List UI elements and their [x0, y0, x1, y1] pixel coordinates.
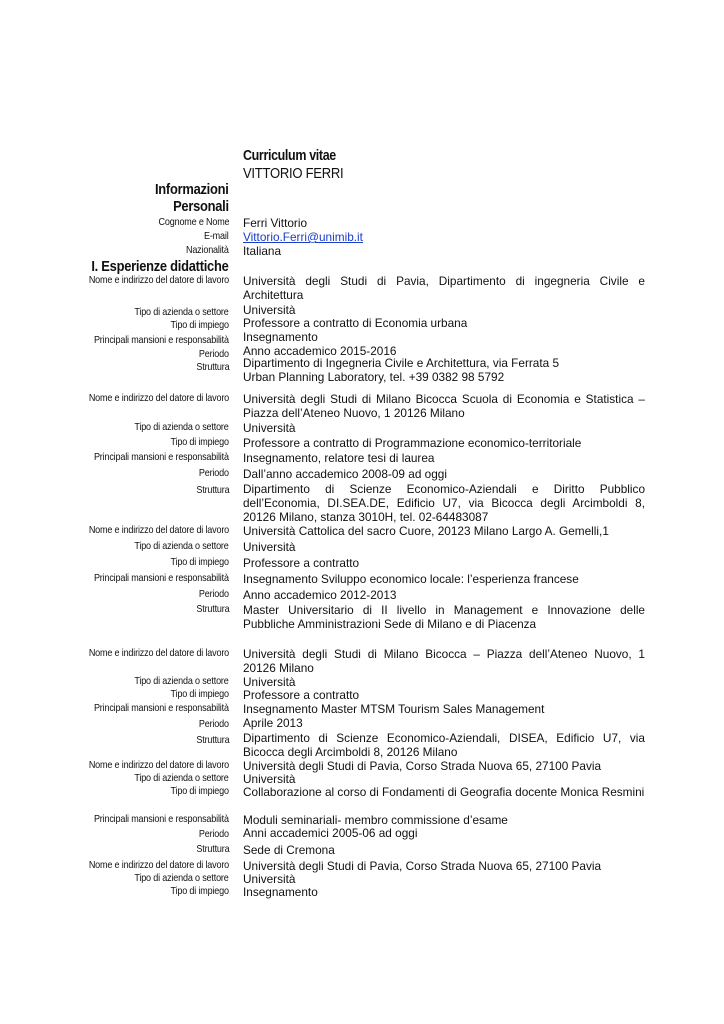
field-value: Università degli Studi di Milano Bicocca Scuola di Economia e Statistica – Piazza dell’Ateneo Nuovo, 1 20126 Milano	[243, 392, 645, 420]
field-label: Tipo di impiego	[170, 556, 229, 568]
cv-header	[243, 148, 663, 182]
field-value: Sede di Cremona	[243, 843, 335, 857]
field-value: Insegnamento Sviluppo economico locale: l’esperienza francese	[243, 572, 579, 586]
field-value: Professore a contratto di Economia urbana	[243, 316, 468, 330]
field-value: Università degli Studi di Pavia, Corso Strada Nuova 65, 27100 Pavia	[243, 859, 602, 873]
field-label: Struttura	[195, 734, 229, 746]
field-value: Dipartimento di Scienze Economico-Aziendali, DISEA, Edificio U7, via Bicocca degli Arcimboldi 8, 20126 Milano	[243, 731, 645, 759]
field-label: E-mail	[204, 230, 229, 242]
field-value: Università	[243, 421, 296, 435]
field-label: Tipo di azienda o settore	[134, 675, 229, 687]
field-value: Università degli Studi di Pavia, Dipartimento di ingegneria Civile e Architettura	[243, 274, 645, 302]
field-value: Insegnamento	[243, 885, 318, 899]
field-label: Periodo	[199, 467, 229, 479]
field-label: Tipo di azienda o settore	[134, 421, 229, 433]
field-label: Nome e indirizzo del datore di lavoro	[88, 274, 229, 286]
field-label: Struttura	[195, 361, 229, 373]
field-value: Dall’anno accademico 2008-09 ad oggi	[243, 467, 447, 481]
field-label: Periodo	[199, 718, 229, 730]
field-value: Anni accademici 2005-06 ad oggi	[243, 826, 418, 840]
field-value: Master Universitario di II livello in Management e Innovazione delle Pubbliche Amministrazioni Sede di Milano e di Piacenza	[243, 603, 645, 631]
email-link[interactable]: Vittorio.Ferri@unimib.it	[243, 230, 363, 244]
field-value: Università	[243, 772, 296, 786]
field-label: Principali mansioni e responsabilità	[94, 813, 229, 825]
field-label: Tipo di azienda o settore	[134, 872, 229, 884]
field-label: Principali mansioni e responsabilità	[94, 451, 229, 463]
field-value: Ferri Vittorio	[243, 216, 308, 230]
section-title-teaching: I. Esperienze didattiche	[91, 258, 229, 275]
field-label: Tipo di azienda o settore	[134, 540, 229, 552]
field-value: Moduli seminariali- membro commissione d’esame	[243, 813, 508, 827]
field-label: Nome e indirizzo del datore di lavoro	[88, 392, 229, 404]
field-label: Principali mansioni e responsabilità	[94, 334, 229, 346]
field-label: Struttura	[195, 603, 229, 615]
field-label: Principali mansioni e responsabilità	[94, 702, 229, 714]
field-value: Italiana	[243, 244, 282, 258]
field-value: Dipartimento di Scienze Economico-Aziendali e Diritto Pubblico dell’Economia, DI.SEA.DE, Edificio U7, via Bicocca degli Arcimboldi 8, 20126 Milano, stanza 3010H, tel. 02-64483087	[243, 482, 645, 524]
field-label: Struttura	[195, 484, 229, 496]
field-label: Tipo di impiego	[170, 785, 229, 797]
field-value: Collaborazione al corso di Fondamenti di Geografia docente Monica Resmini	[243, 785, 645, 799]
field-label: Principali mansioni e responsabilità	[94, 572, 229, 584]
field-label: Struttura	[195, 843, 229, 855]
field-label: Tipo di azienda o settore	[134, 306, 229, 318]
section-title-personal-2: Personali	[173, 198, 229, 215]
field-value: Urban Planning Laboratory, tel. +39 0382 98 5792	[243, 370, 505, 384]
field-value: Insegnamento	[243, 330, 318, 344]
person-name: VITTORIO FERRI	[243, 166, 344, 182]
field-value: Università	[243, 872, 296, 886]
field-value: Insegnamento Master MTSM Tourism Sales Management	[243, 702, 545, 716]
field-label: Tipo di impiego	[170, 885, 229, 897]
field-value: Università degli Studi di Pavia, Corso Strada Nuova 65, 27100 Pavia	[243, 759, 602, 773]
field-label: Cognome e Nome	[158, 216, 229, 228]
field-label: Tipo di azienda o settore	[134, 772, 229, 784]
field-label: Nome e indirizzo del datore di lavoro	[88, 759, 229, 771]
field-label: Periodo	[199, 588, 229, 600]
field-value: Università degli Studi di Milano Bicocca – Piazza dell’Ateneo Nuovo, 1 20126 Milano	[243, 647, 645, 675]
field-value: Professore a contratto	[243, 556, 360, 570]
field-value: Aprile 2013	[243, 716, 303, 730]
field-label: Periodo	[199, 348, 229, 360]
field-value: Università	[243, 303, 296, 317]
field-value: Università	[243, 675, 296, 689]
document-title: Curriculum vitae	[243, 148, 336, 164]
field-value: Professore a contratto	[243, 688, 360, 702]
field-value: Anno accademico 2012-2013	[243, 588, 397, 602]
field-value: Università Cattolica del sacro Cuore, 20123 Milano Largo A. Gemelli,1	[243, 524, 609, 538]
field-value: Dipartimento di Ingegneria Civile e Architettura, via Ferrata 5	[243, 356, 560, 370]
section-title-personal-1: Informazioni	[155, 181, 229, 198]
field-label: Nome e indirizzo del datore di lavoro	[88, 524, 229, 536]
field-value: Professore a contratto di Programmazione economico-territoriale	[243, 436, 582, 450]
field-label: Nazionalità	[186, 244, 229, 256]
field-label: Nome e indirizzo del datore di lavoro	[88, 647, 229, 659]
field-label: Periodo	[199, 828, 229, 840]
field-value: Insegnamento, relatore tesi di laurea	[243, 451, 435, 465]
field-value: Anno accademico 2015-2016	[243, 344, 397, 358]
field-label: Nome e indirizzo del datore di lavoro	[88, 859, 229, 871]
field-value: Università	[243, 540, 296, 554]
field-label: Tipo di impiego	[170, 688, 229, 700]
field-label: Tipo di impiego	[170, 319, 229, 331]
field-label: Tipo di impiego	[170, 436, 229, 448]
